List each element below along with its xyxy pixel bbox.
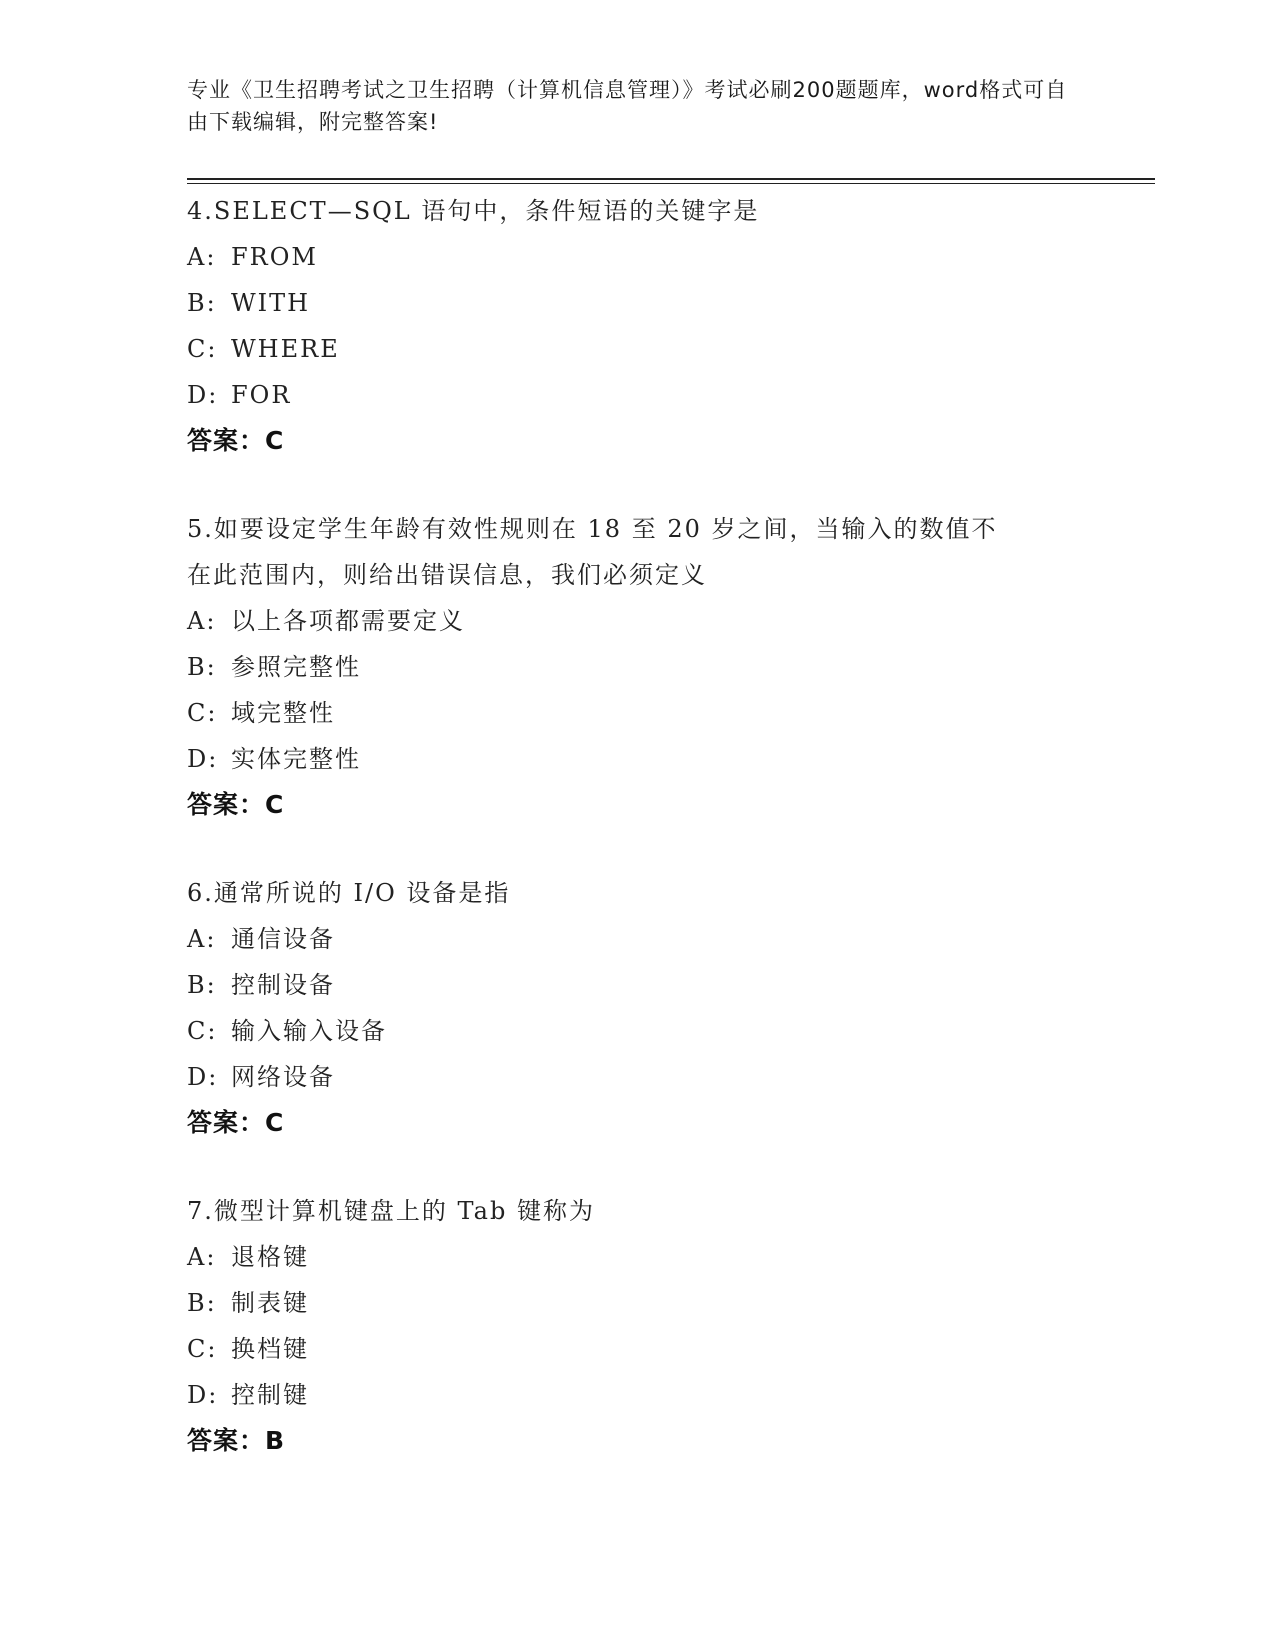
option-a [187, 916, 1087, 962]
option-c [187, 1008, 1087, 1054]
question-stem-continued: 在此范围内，则给出错误信息，我们必须定义 [187, 561, 707, 589]
option-key: D: [187, 381, 219, 409]
question-item [187, 506, 1087, 828]
option-d [187, 1372, 1087, 1418]
option-key: B: [187, 289, 217, 317]
question-stem: 5.如要设定学生年龄有效性规则在 18 至 20 岁之间，当输入的数值不 [187, 515, 998, 543]
option-text: 输入输入设备 [231, 1017, 387, 1045]
option-a [187, 234, 1087, 280]
option-text: 参照完整性 [231, 653, 361, 681]
option-text: 网络设备 [231, 1063, 335, 1091]
option-key: A: [187, 925, 217, 953]
option-key: D: [187, 1063, 219, 1091]
option-text: FOR [231, 381, 292, 409]
question-item [187, 870, 1087, 1146]
option-a [187, 1234, 1087, 1280]
option-b [187, 644, 1087, 690]
option-text: 域完整性 [231, 699, 335, 727]
option-key: A: [187, 243, 217, 271]
option-key: C: [187, 699, 218, 727]
option-text: 实体完整性 [231, 745, 361, 773]
option-text: 控制键 [231, 1381, 309, 1409]
question-item [187, 1188, 1087, 1464]
option-key: B: [187, 971, 217, 999]
option-c [187, 326, 1087, 372]
option-key: C: [187, 335, 218, 363]
option-key: C: [187, 1017, 218, 1045]
option-key: D: [187, 745, 219, 773]
option-d [187, 736, 1087, 782]
document-header: 专业《卫生招聘考试之卫生招聘（计算机信息管理）》考试必刷200题题库，word格式可自由下载编辑，附完整答案! [187, 78, 1068, 134]
answer-line: 答案：C [187, 790, 285, 819]
option-text: 制表键 [231, 1289, 309, 1317]
answer-line: 答案：B [187, 1426, 286, 1455]
option-key: B: [187, 653, 217, 681]
option-text: FROM [231, 243, 318, 271]
option-d [187, 372, 1087, 418]
option-text: 通信设备 [231, 925, 335, 953]
question-stem: 7.微型计算机键盘上的 Tab 键称为 [187, 1197, 595, 1225]
option-b [187, 280, 1087, 326]
option-text: 换档键 [231, 1335, 309, 1363]
option-b [187, 962, 1087, 1008]
option-b [187, 1280, 1087, 1326]
option-key: A: [187, 607, 217, 635]
option-text: WITH [231, 289, 311, 317]
question-list [187, 188, 1087, 1506]
option-key: D: [187, 1381, 219, 1409]
option-text: 控制设备 [231, 971, 335, 999]
option-text: 以上各项都需要定义 [231, 607, 465, 635]
option-key: B: [187, 1289, 217, 1317]
answer-line: 答案：C [187, 426, 285, 455]
option-key: C: [187, 1335, 218, 1363]
option-c [187, 690, 1087, 736]
header-divider [187, 178, 1155, 184]
option-text: WHERE [231, 335, 340, 363]
question-stem: 4.SELECT—SQL 语句中，条件短语的关键字是 [187, 197, 760, 225]
option-d [187, 1054, 1087, 1100]
answer-line: 答案：C [187, 1108, 285, 1137]
option-a [187, 598, 1087, 644]
option-c [187, 1326, 1087, 1372]
option-text: 退格键 [231, 1243, 309, 1271]
question-stem: 6.通常所说的 I/O 设备是指 [187, 879, 511, 907]
option-key: A: [187, 1243, 217, 1271]
question-item [187, 188, 1087, 464]
